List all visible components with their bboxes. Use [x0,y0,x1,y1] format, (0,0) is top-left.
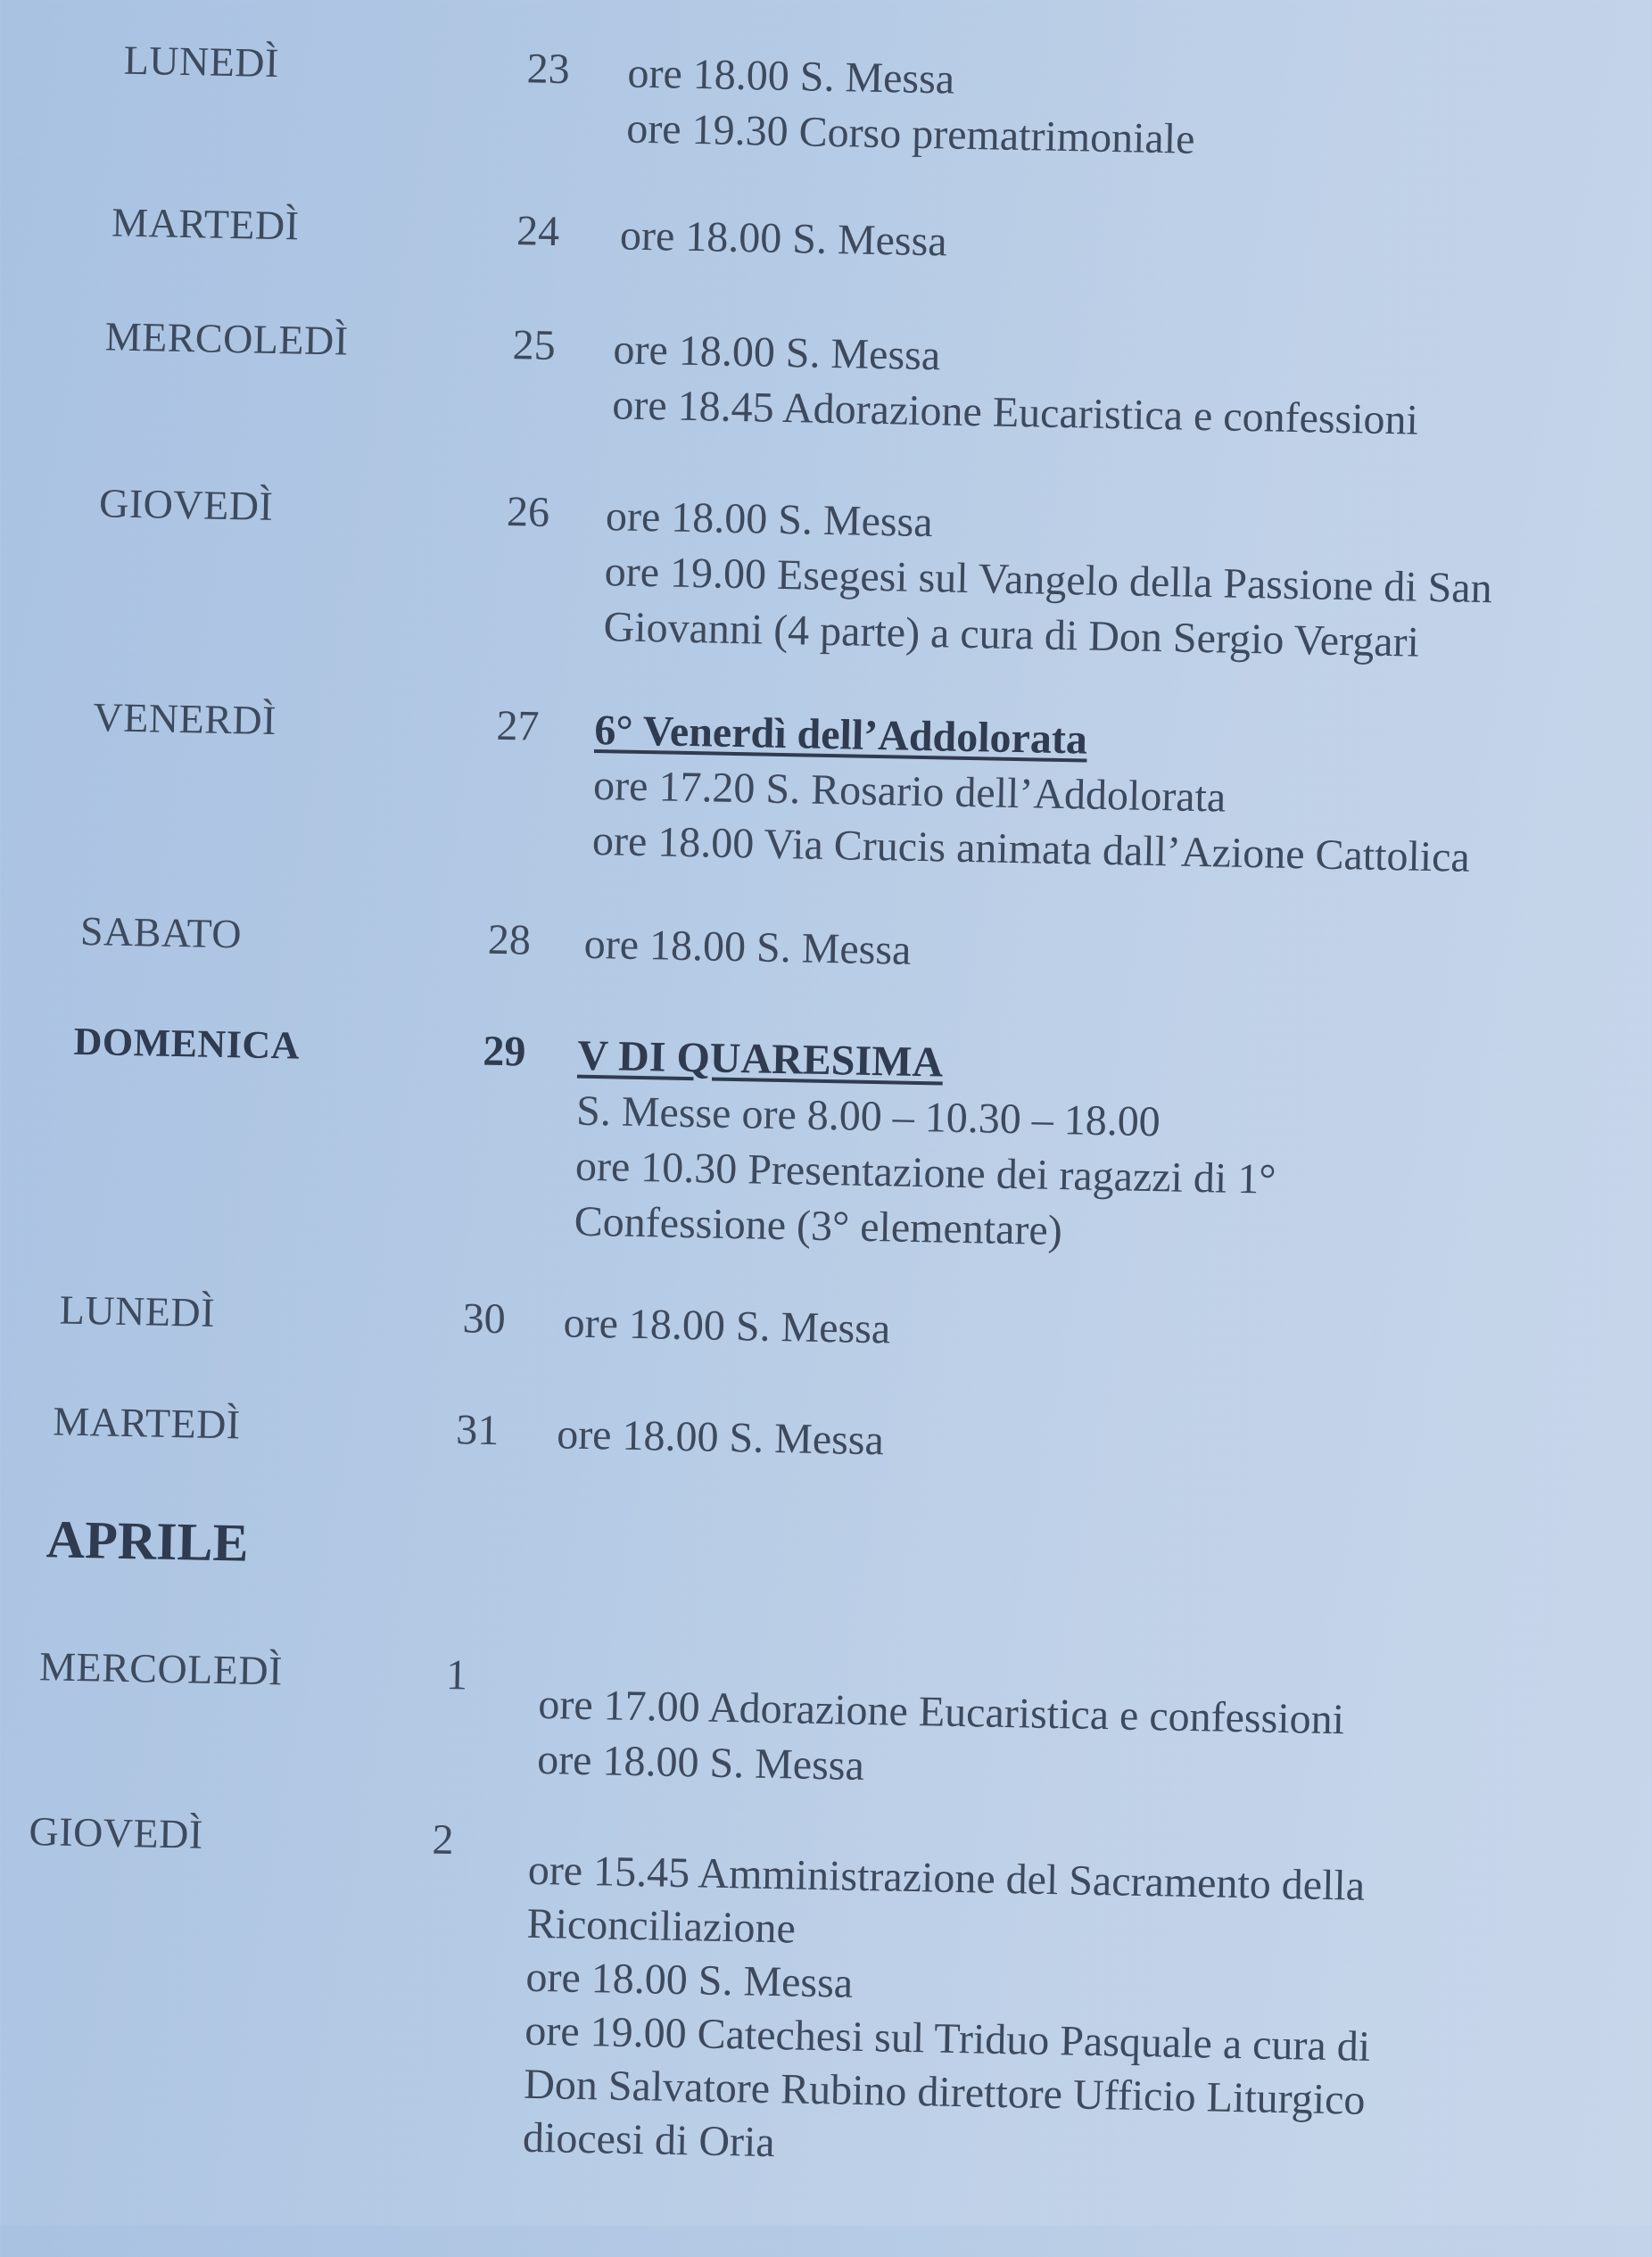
event-line: Confessione (3° elementare) [574,1197,1063,1255]
event-line: ore 15.45 Amministrazione del Sacramento della [527,1846,1366,1910]
event-list [603,489,1493,672]
schedule-entry [0,691,1639,881]
event-line: ore 18.00 S. Messa [619,211,948,266]
day-number: 26 [506,488,550,536]
schedule-entry [0,477,1642,666]
event-line: Riconciliazione [526,1899,797,1953]
event-line: ore 18.00 S. Messa [613,326,941,380]
event-list [523,1844,1375,2181]
schedule-entry [0,1285,1627,1353]
event-list [626,46,1196,168]
event-list [563,1295,891,1357]
day-name: LUNEDÌ [59,1286,216,1335]
event-line: S. Messe ore 8.00 – 10.30 – 18.00 [575,1087,1161,1146]
event-line: ore 18.00 S. Messa [583,920,912,974]
day-name: MERCOLEDÌ [38,1643,284,1694]
event-line: ore 18.00 S. Messa [563,1299,891,1353]
day-name: MARTEDÌ [111,199,300,249]
event-list [557,1407,885,1468]
day-number: 24 [516,207,560,256]
day-number: 25 [512,321,557,370]
event-line: ore 17.00 Adorazione Eucaristica e confessioni [537,1680,1345,1744]
day-number: 31 [455,1406,500,1455]
schedule-entry [0,1017,1632,1255]
day-number: 28 [487,915,532,964]
event-line: Giovanni (4 parte) a cura di Don Sergio Vergari [603,603,1420,666]
schedule-entry [0,905,1634,974]
day-name: GIOVEDÌ [98,480,274,529]
event-list [619,208,947,269]
event-line: ore 10.30 Presentazione dei ragazzi di 1° [574,1142,1276,1203]
day-name: VENERDÌ [93,694,277,744]
event-line: ore 19.00 Catechesi sul Triduo Pasquale a cura di [524,2006,1371,2071]
schedule-entry [0,1806,1617,2167]
event-line: ore 18.45 Adorazione Eucaristica e confessioni [611,381,1419,444]
schedule-entry [0,196,1648,266]
event-title: 6° Venerdì dell’Addolorata [593,706,1088,764]
event-line: ore 19.30 Corso prematrimoniale [625,104,1195,163]
event-line: diocesi di Oria [522,2113,776,2167]
event-title: V DI QUARESIMA [576,1031,944,1087]
day-name: SABATO [79,907,243,957]
day-number: 23 [526,45,571,94]
event-list [591,703,1472,886]
event-list [583,917,912,979]
event-line: ore 18.00 S. Messa [556,1410,885,1465]
event-list [574,1029,1278,1263]
day-name: MERCOLEDÌ [104,313,350,364]
schedule-entry [0,1396,1625,1465]
schedule-entry [0,1641,1620,1790]
schedule-entry [0,310,1646,444]
event-line: Don Salvatore Rubino direttore Ufficio Liturgico [523,2060,1366,2124]
event-line: ore 18.00 S. Messa [525,1953,854,2007]
event-line: ore 18.00 S. Messa [605,492,934,547]
event-line: ore 18.00 S. Messa [536,1735,865,1790]
day-number: 29 [482,1027,526,1076]
event-line: ore 18.00 S. Messa [627,49,955,103]
event-line: ore 18.00 Via Crucis animata dall’Azione Cattolica [591,816,1471,881]
day-number: 2 [431,1815,455,1864]
schedule-entry [0,34,1651,163]
event-list [537,1677,1345,1803]
day-name: DOMENICA [73,1019,301,1068]
month-heading: APRILE [45,1509,250,1573]
event-line: ore 19.00 Esegesi sul Vangelo della Passione di San [604,548,1493,613]
day-number: 30 [462,1294,507,1343]
day-number: 1 [445,1650,468,1699]
event-line: ore 17.20 S. Rosario dell’Addolorata [592,761,1227,822]
event-list [612,322,1420,448]
day-number: 27 [495,701,540,750]
day-name: MARTEDÌ [52,1398,242,1448]
day-name: LUNEDÌ [123,37,280,87]
day-name: GIOVEDÌ [29,1808,204,1857]
